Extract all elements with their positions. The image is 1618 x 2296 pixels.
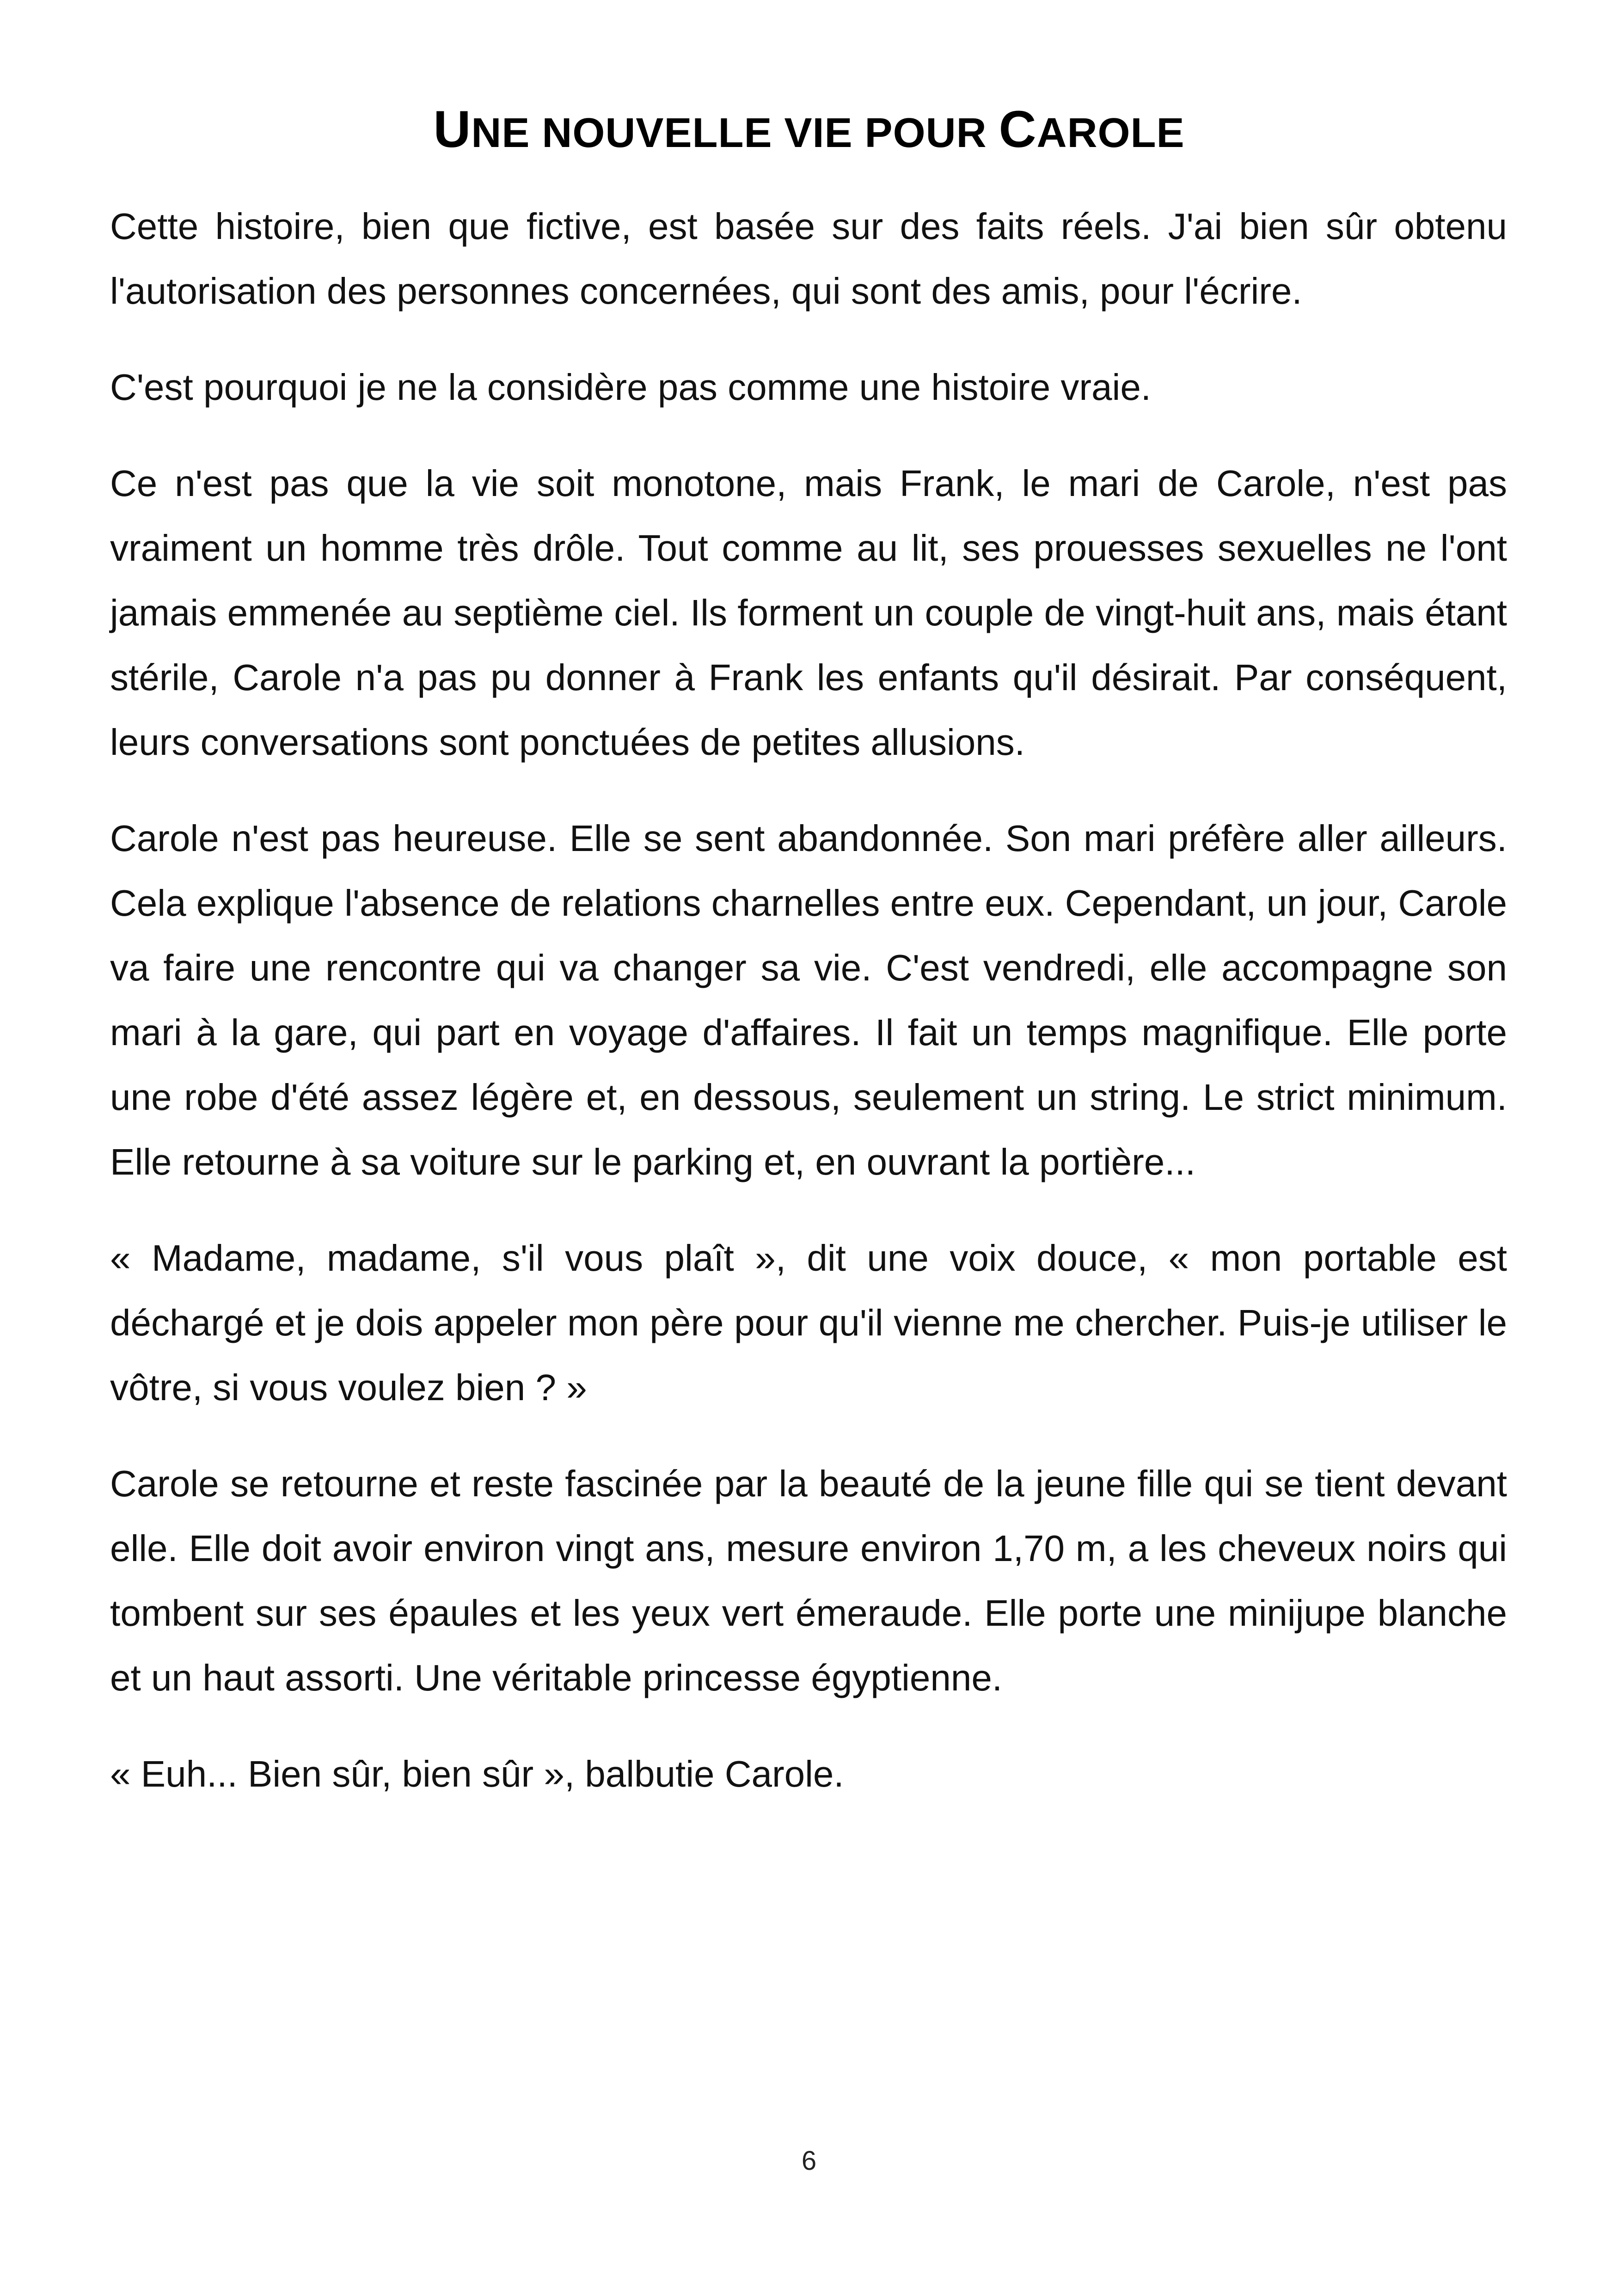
page-number: 6 <box>801 2146 817 2176</box>
paragraph: « Euh... Bien sûr, bien sûr », balbutie Carole. <box>110 1753 844 1794</box>
paragraph: Carole se retourne et reste fascinée par la beauté de la jeune fille qui se tient devant elle. Elle doit avoir environ vingt ans, mesure environ 1,70 m, a les cheveux noirs qui tombent sur ses épaules et les yeux vert émeraude. Elle porte une minijupe blanche et un haut assorti. Une véritable princesse égyptienne. <box>110 1463 1507 1698</box>
paragraph: Ce n'est pas que la vie soit monotone, mais Frank, le mari de Carole, n'est pas vraiment un homme très drôle. Tout comme au lit, ses prouesses sexuelles ne l'ont jamais emmenée au septième ciel. Ils forment un couple de vingt-huit ans, mais étant stérile, Carole n'a pas pu donner à Frank les enfants qu'il désirait. Par conséquent, leurs conversations sont ponctuées de petites allusions. <box>110 463 1507 763</box>
paragraph: « Madame, madame, s'il vous plaît », dit une voix douce, « mon portable est déchargé et je dois appeler mon père pour qu'il vienne me chercher. Puis-je utiliser le vôtre, si vous voulez bien ? » <box>110 1237 1507 1408</box>
paragraph: Carole n'est pas heureuse. Elle se sent abandonnée. Son mari préfère aller ailleurs. Cela explique l'absence de relations charnelles entre eux. Cependant, un jour, Carole va faire une rencontre qui va changer sa vie. C'est vendredi, elle accompagne son mari à la gare, qui part en voyage d'affaires. Il fait un temps magnifique. Elle porte une robe d'été assez légère et, en dessous, seulement un string. Le strict minimum. Elle retourne à sa voiture sur le parking et, en ouvrant la portière... <box>110 818 1507 1182</box>
title-initial-1: U <box>433 100 472 158</box>
title-initial-2: C <box>999 100 1037 158</box>
story-body <box>110 194 1507 1838</box>
paragraph: Cette histoire, bien que fictive, est basée sur des faits réels. J'ai bien sûr obtenu l'autorisation des personnes concernées, qui sont des amis, pour l'écrire. <box>110 206 1507 312</box>
paragraph: C'est pourquoi je ne la considère pas comme une histoire vraie. <box>110 367 1152 408</box>
title-smallcaps-1: NE NOUVELLE VIE POUR <box>471 110 999 156</box>
title-smallcaps-2: AROLE <box>1036 110 1185 156</box>
page-title <box>0 97 1618 165</box>
